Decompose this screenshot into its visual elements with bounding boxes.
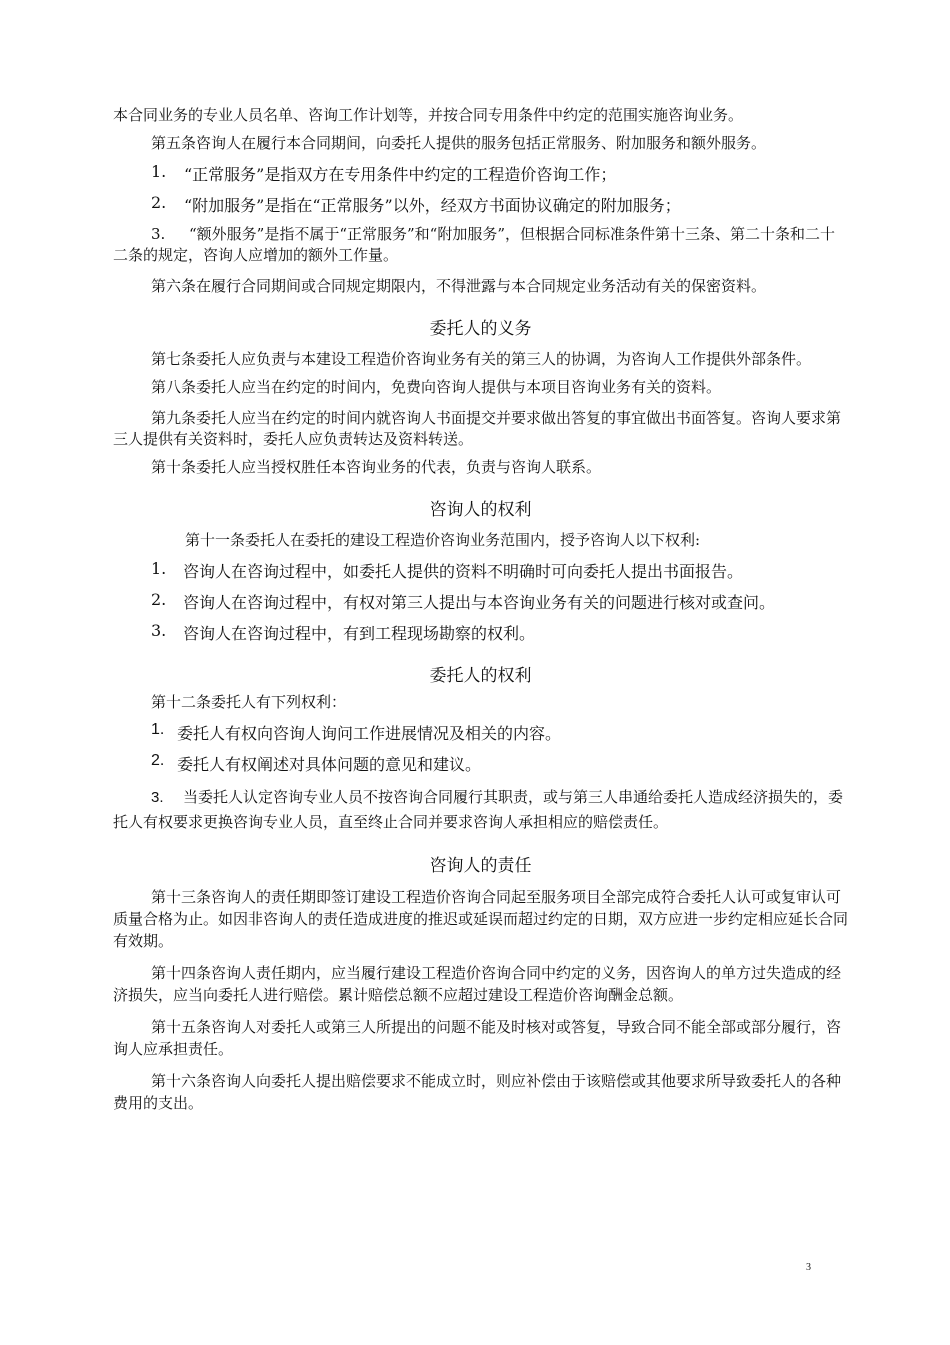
list-item	[113, 621, 848, 644]
paragraph-article-10: 第十条委托人应当授权胜任本咨询业务的代表，负责与咨询人联系。	[151, 458, 602, 476]
paragraph-article-7: 第七条委托人应负责与本建设工程造价咨询业务有关的第三人的协调，为咨询人工作提供外部条件。	[151, 350, 812, 368]
paragraph-article-13: 第十三条咨询人的责任期即签订建设工程造价咨询合同起至服务项目全部完成符合委托人认可或复审认可质量合格为止。如因非咨询人的责任造成进度的推迟或延误而超过约定的日期，双方应进一步约定相应延长合同有效期。	[113, 888, 849, 950]
list-text: “额外服务”是指不属于“正常服务”和“附加服务”，但根据合同标准条件第十三条、第二十条和二十二条的规定，咨询人应增加的额外工作量。	[113, 225, 836, 264]
list-number: 1.	[151, 721, 165, 738]
list-item	[113, 721, 848, 744]
list-number: 2.	[151, 752, 165, 769]
list-item	[113, 193, 848, 216]
list-item	[113, 559, 848, 582]
list-item	[113, 752, 848, 775]
paragraph-article-8: 第八条委托人应当在约定的时间内，免费向咨询人提供与本项目咨询业务有关的资料。	[151, 378, 722, 396]
list-item	[113, 785, 848, 834]
section-heading: 委托人的权利	[429, 666, 532, 686]
document-body	[113, 105, 848, 1114]
list-item	[113, 162, 848, 185]
list-number: 3.	[151, 789, 164, 806]
list-text: 咨询人在咨询过程中，如委托人提供的资料不明确时可向委托人提出书面报告。	[183, 562, 744, 581]
section-heading: 委托人的义务	[429, 319, 532, 339]
paragraph-article-9: 第九条委托人应当在约定的时间内就咨询人书面提交并要求做出答复的事宜做出书面答复。咨询人要求第三人提供有关资料时，委托人应负责转达及资料转送。	[113, 409, 842, 448]
paragraph-article-14: 第十四条咨询人责任期内，应当履行建设工程造价咨询合同中约定的义务，因咨询人的单方过失造成的经济损失，应当向委托人进行赔偿。累计赔偿总额不应超过建设工程造价咨询酬金总额。	[113, 964, 842, 1004]
paragraph: 本合同业务的专业人员名单、咨询工作计划等，并按合同专用条件中约定的范围实施咨询业务。	[113, 106, 744, 124]
list-number: 3.	[151, 621, 167, 640]
list-text: 委托人有权向咨询人询问工作进展情况及相关的内容。	[177, 724, 562, 743]
list-number: 1.	[151, 559, 167, 578]
list-item	[113, 224, 848, 266]
list-number: 2.	[151, 590, 167, 609]
paragraph-article-6: 第六条在履行合同期间或合同规定期限内，不得泄露与本合同规定业务活动有关的保密资料。	[151, 277, 767, 295]
list-number: 3.	[151, 225, 166, 243]
page-number: 3	[806, 1262, 811, 1273]
paragraph-article-15: 第十五条咨询人对委托人或第三人所提出的问题不能及时核对或答复，导致合同不能全部或部分履行，咨询人应承担责任。	[113, 1018, 842, 1058]
section-heading: 咨询人的责任	[429, 856, 532, 876]
list-item	[113, 590, 848, 613]
paragraph-article-12: 第十二条委托人有下列权利：	[151, 693, 347, 711]
list-text: 当委托人认定咨询专业人员不按咨询合同履行其职责，或与第三人串通给委托人造成经济损失的，委托人有权要求更换咨询专业人员，直至终止合同并要求咨询人承担相应的赔偿责任。	[113, 788, 844, 831]
list-text: 委托人有权阐述对具体问题的意见和建议。	[177, 755, 482, 774]
list-text: “正常服务”是指双方在专用条件中约定的工程造价咨询工作；	[184, 165, 617, 184]
paragraph-article-5: 第五条咨询人在履行本合同期间，向委托人提供的服务包括正常服务、附加服务和额外服务。	[151, 134, 767, 152]
list-number: 1.	[151, 162, 167, 181]
list-text: “附加服务”是指在“正常服务”以外，经双方书面协议确定的附加服务；	[184, 196, 681, 215]
section-heading: 咨询人的权利	[429, 500, 532, 520]
paragraph-article-11: 第十一条委托人在委托的建设工程造价咨询业务范围内，授予咨询人以下权利:	[185, 531, 701, 549]
paragraph-article-16: 第十六条咨询人向委托人提出赔偿要求不能成立时，则应补偿由于该赔偿或其他要求所导致委托人的各种费用的支出。	[113, 1072, 842, 1112]
list-text: 咨询人在咨询过程中，有权对第三人提出与本咨询业务有关的问题进行核对或查问。	[183, 593, 776, 612]
list-text: 咨询人在咨询过程中，有到工程现场勘察的权利。	[183, 624, 536, 643]
list-number: 2.	[151, 193, 167, 212]
